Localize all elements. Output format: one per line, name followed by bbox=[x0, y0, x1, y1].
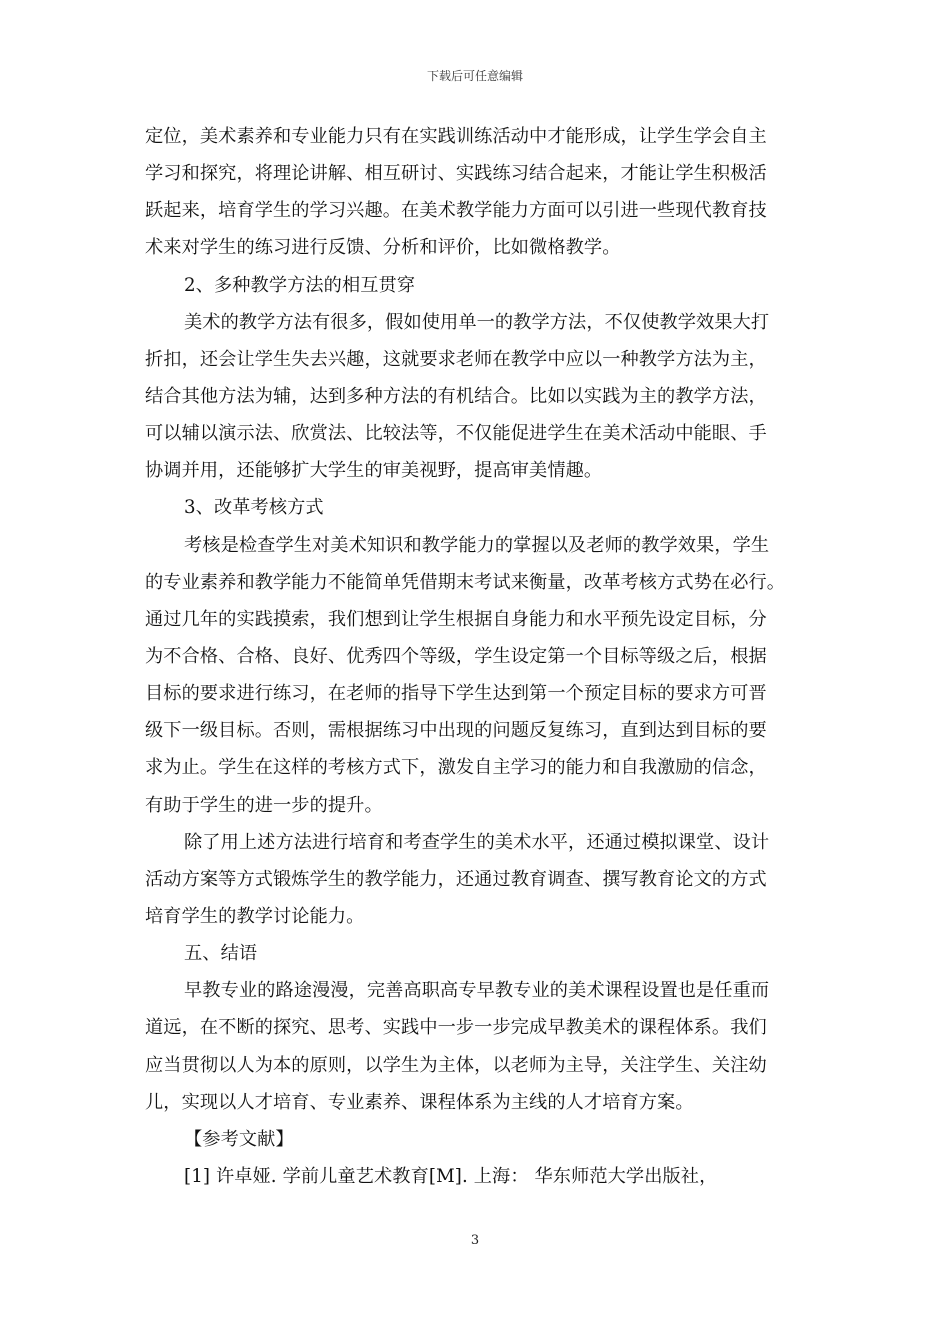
text-line: 定位，美术素养和专业能力只有在实践训练活动中才能形成，让学生学会自主 bbox=[145, 126, 767, 147]
text-line: 目标的要求进行练习，在老师的指导下学生达到第一个预定目标的要求方可晋 bbox=[145, 683, 767, 705]
text-line: 术来对学生的练习进行反馈、分析和评价，比如微格教学。 bbox=[145, 237, 621, 259]
text-line: 儿，实现以人才培育、专业素养、课程体系为主线的人才培育方案。 bbox=[145, 1091, 694, 1113]
text-line: 级下一级目标。否则，需根据练习中出现的问题反复练习，直到达到目标的要 bbox=[145, 720, 767, 742]
text-line: 为不合格、合格、良好、优秀四个等级，学生设定第一个目标等级之后，根据 bbox=[145, 645, 767, 667]
text-line: 早教专业的路途漫漫，完善高职高专早教专业的美术课程设置也是任重而 bbox=[184, 980, 770, 1002]
text-line: 通过几年的实践摸索，我们想到让学生根据自身能力和水平预先设定目标，分 bbox=[145, 608, 767, 630]
document-body bbox=[145, 118, 810, 1195]
text-line: 美术的教学方法有很多，假如使用单一的教学方法，不仅使教学效果大打 bbox=[184, 311, 770, 333]
text-line: 有助于学生的进一步的提升。 bbox=[145, 794, 383, 816]
text-line: 的专业素养和教学能力不能简单凭借期末考试来衡量，改革考核方式势在必行。 bbox=[145, 571, 786, 593]
text-line: 培育学生的教学讨论能力。 bbox=[145, 905, 365, 927]
page-header: 下载后可任意编辑 bbox=[426, 69, 523, 83]
text-line: 协调并用，还能够扩大学生的审美视野，提高审美情趣。 bbox=[145, 460, 603, 482]
text-line: 2、多种教学方法的相互贯穿 bbox=[184, 274, 416, 296]
text-line: 求为止。学生在这样的考核方式下，激发自主学习的能力和自我激励的信念， bbox=[145, 757, 767, 779]
text-line: 考核是检查学生对美术知识和教学能力的掌握以及老师的教学效果，学生 bbox=[184, 534, 770, 556]
text-line: 五、结语 bbox=[184, 943, 258, 965]
text-line: 活动方案等方式锻炼学生的教学能力，还通过教育调查、撰写教育论文的方式 bbox=[145, 868, 767, 890]
text-line: 应当贯彻以人为本的原则，以学生为主体，以老师为主导，关注学生、关注幼 bbox=[145, 1054, 767, 1076]
text-line: 学习和探究，将理论讲解、相互研讨、实践练习结合起来，才能让学生积极活 bbox=[145, 163, 767, 185]
text-line: 可以辅以演示法、欣赏法、比较法等，不仅能促进学生在美术活动中能眼、手 bbox=[145, 423, 767, 445]
page-number: 3 bbox=[470, 1233, 480, 1248]
text-line: [1] 许卓娅. 学前儿童艺术教育[M]. 上海： 华东师范大学出版社， bbox=[184, 1165, 718, 1187]
text-line: 3、改革考核方式 bbox=[184, 497, 324, 519]
text-line: 折扣，还会让学生失去兴趣，这就要求老师在教学中应以一种教学方法为主， bbox=[145, 348, 767, 370]
text-line: 道远，在不断的探究、思考、实践中一步一步完成早教美术的课程体系。我们 bbox=[145, 1017, 767, 1039]
text-line: 跃起来，培育学生的学习兴趣。在美术教学能力方面可以引进一些现代教育技 bbox=[145, 200, 767, 222]
text-line: 除了用上述方法进行培育和考查学生的美术水平，还通过模拟课堂、设计 bbox=[184, 831, 770, 853]
text-line: 结合其他方法为辅，达到多种方法的有机结合。比如以实践为主的教学方法， bbox=[145, 385, 767, 407]
text-line: 【参考文献】 bbox=[184, 1128, 294, 1150]
